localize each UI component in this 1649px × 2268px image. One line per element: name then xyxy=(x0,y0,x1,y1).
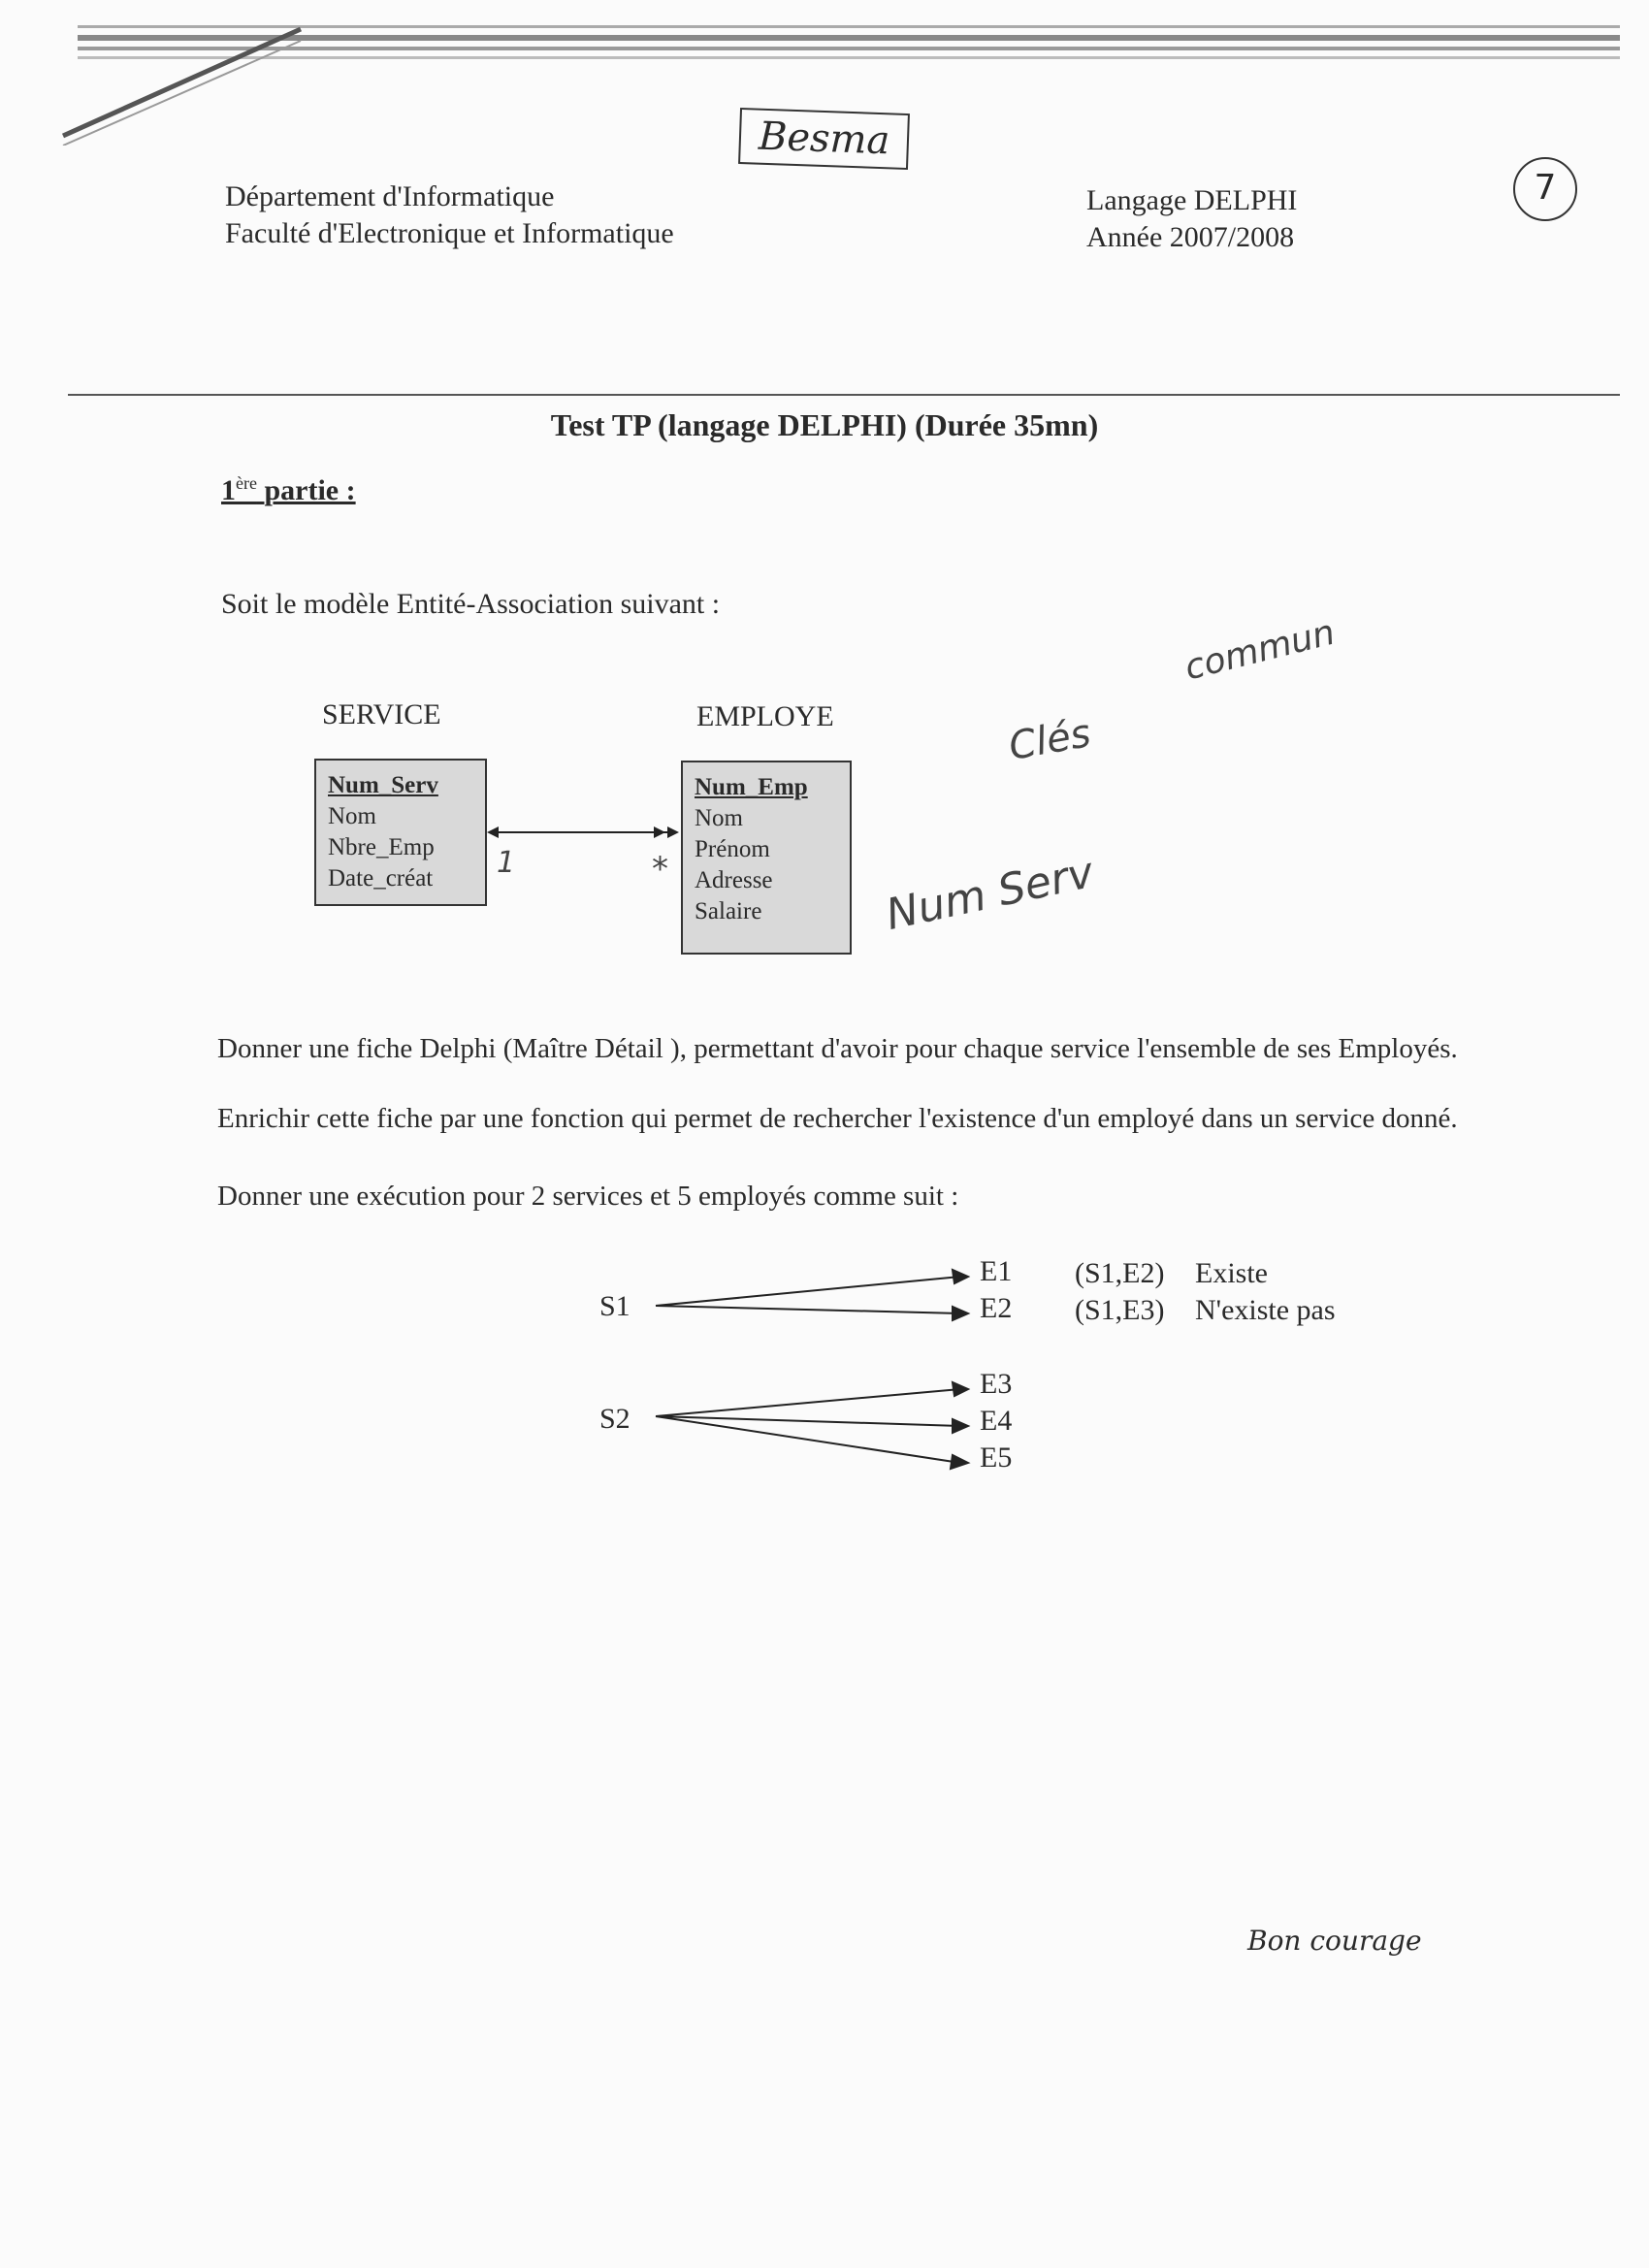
grade-circle: 7 xyxy=(1513,157,1577,221)
entity-service-name: SERVICE xyxy=(322,698,441,730)
entity-service-box xyxy=(314,759,487,906)
course-name: Langage DELPHI xyxy=(1086,184,1298,216)
service-field: Nom xyxy=(328,803,376,829)
handwritten-note: commun xyxy=(1180,612,1340,689)
employe-field: Prénom xyxy=(695,836,770,862)
academic-year: Année 2007/2008 xyxy=(1086,221,1295,253)
handwritten-note: Clés xyxy=(1005,711,1094,769)
cardinality-service: 1 xyxy=(497,846,516,880)
closing-text: Bon courage xyxy=(1247,1925,1422,1957)
service-field: Date_créat xyxy=(328,865,434,891)
handwritten-note: Num Serv xyxy=(882,848,1098,940)
instruction-paragraph: Enrichir cette fiche par une fonction qui permet de rechercher l'existence d'un employé dans un service donné. xyxy=(217,1103,1458,1134)
employee-label: E5 xyxy=(980,1442,1013,1474)
cardinality-employe: * xyxy=(652,850,668,889)
part-label: partie : xyxy=(264,474,356,506)
part-heading xyxy=(221,473,356,507)
employee-label: E1 xyxy=(980,1255,1013,1287)
entity-employe-name: EMPLOYE xyxy=(696,700,834,732)
employe-key-field: Num_Emp xyxy=(695,774,808,800)
employe-field: Nom xyxy=(695,805,743,831)
execution-arrows xyxy=(650,1261,980,1474)
intro-text: Soit le modèle Entité-Association suivant : xyxy=(221,588,721,620)
service-key-field: Num_Serv xyxy=(328,772,438,798)
entity-employe-box xyxy=(681,761,852,955)
service-label: S1 xyxy=(599,1290,630,1322)
scan-fold xyxy=(58,19,310,146)
result-pair: (S1,E2) xyxy=(1075,1257,1165,1289)
part-number: 1 xyxy=(221,474,236,506)
service-label: S2 xyxy=(599,1403,630,1435)
service-field: Nbre_Emp xyxy=(328,834,435,860)
instruction-paragraph: Donner une fiche Delphi (Maître Détail ), permettant d'avoir pour chaque service l'ensemble de ses Employés. xyxy=(217,1033,1458,1064)
employee-label: E2 xyxy=(980,1292,1013,1324)
department-name: Département d'Informatique xyxy=(225,180,555,212)
employee-label: E3 xyxy=(980,1368,1013,1400)
student-name-stamp: Besma xyxy=(738,108,910,170)
employe-field: Adresse xyxy=(695,867,773,893)
part-sup: ère xyxy=(236,473,257,493)
exam-title: Test TP (langage DELPHI) (Durée 35mn) xyxy=(550,407,1099,442)
employee-label: E4 xyxy=(980,1405,1013,1437)
result-status: N'existe pas xyxy=(1195,1294,1336,1326)
faculty-name: Faculté d'Electronique et Informatique xyxy=(225,217,674,249)
employe-field: Salaire xyxy=(695,898,762,924)
result-status: Existe xyxy=(1195,1257,1268,1289)
instruction-paragraph: Donner une exécution pour 2 services et 5 employés comme suit : xyxy=(217,1181,959,1212)
result-pair: (S1,E3) xyxy=(1075,1294,1165,1326)
header-rule xyxy=(68,394,1620,396)
